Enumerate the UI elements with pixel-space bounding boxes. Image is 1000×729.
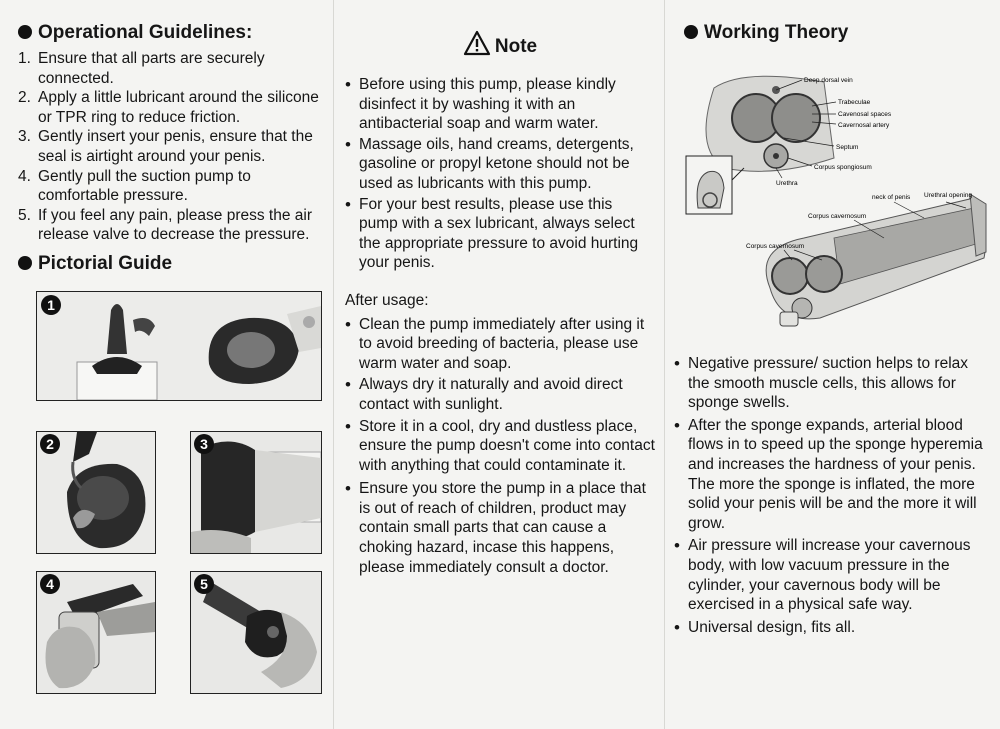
operational-step: 2. Apply a little lubricant around the silicone or TPR ring to reduce friction. bbox=[18, 89, 319, 126]
label-urethral-opening: Urethral opening bbox=[924, 192, 973, 199]
theory-item: • Negative pressure/ suction helps to relax the smooth muscle cells, this allows for sponge swells. bbox=[674, 354, 990, 413]
note-item: • Before using this pump, please kindly disinfect it by washing it with an antibacterial soap and warm water. bbox=[345, 75, 655, 134]
step-1-illustration bbox=[37, 292, 321, 400]
label-cavernosal-spaces: Cavenosal spaces bbox=[838, 111, 892, 118]
step-number-badge: 3 bbox=[194, 434, 214, 454]
heading-bullet-icon bbox=[684, 25, 698, 39]
heading-bullet-icon bbox=[18, 25, 32, 39]
note-item: • Massage oils, hand creams, detergents, gasoline or propyl ketone should not be used as lubricants with this pump. bbox=[345, 135, 655, 194]
pictorial-photo-5 bbox=[190, 571, 322, 694]
after-usage-list bbox=[345, 315, 655, 578]
note-item: • For your best results, please use this pump with a sex lubricant, always select the appropriate pressure to avoid hurting your penis. bbox=[345, 195, 655, 273]
warning-icon bbox=[463, 30, 491, 56]
operational-heading: Operational Guidelines: bbox=[18, 21, 328, 45]
label-trabeculae: Trabeculae bbox=[838, 99, 871, 106]
step-number-badge: 2 bbox=[40, 434, 60, 454]
anatomy-illustration bbox=[684, 68, 990, 340]
theory-item: • After the sponge expands, arterial blood flows in to speed up the sponge hyperemia and increases the hardness of your penis. The more the sponge is inflated, the more solid your penis will be and the more it will grow. bbox=[674, 416, 990, 534]
operational-step: 3. Gently insert your penis, ensure that the seal is airtight around your penis. bbox=[18, 128, 313, 165]
step-number-badge: 4 bbox=[40, 574, 60, 594]
label-deep-dorsal-vein: Deep dorsal vein bbox=[804, 77, 853, 84]
theory-item: • Air pressure will increase your cavernous body, with low vacuum pressure in the cylinder, your cavernous body will be exercised in a physical safe way. bbox=[674, 536, 990, 614]
pictorial-photo-4 bbox=[36, 571, 156, 694]
middle-panel bbox=[345, 0, 655, 577]
theory-list bbox=[674, 354, 990, 637]
left-panel bbox=[18, 0, 328, 276]
operational-step: 1. Ensure that all parts are securely connected. bbox=[18, 50, 265, 87]
label-corpus-spongiosum: Corpus spongiosum bbox=[814, 164, 872, 171]
note-list bbox=[345, 75, 655, 273]
operational-step: 4. Gently pull the suction pump to comfortable pressure. bbox=[18, 167, 251, 205]
after-usage-item: • Clean the pump immediately after using it to avoid breeding of bacteria, please use warm water and soap. bbox=[345, 315, 655, 374]
label-septum: Septum bbox=[836, 144, 859, 151]
theory-item: • Universal design, fits all. bbox=[674, 618, 990, 638]
after-usage-item: • Store it in a cool, dry and dustless place, ensure the pump doesn't come into contact with anything that could contaminate it. bbox=[345, 417, 655, 476]
operational-step: 5. If you feel any pain, please press the air release valve to decrease the pressure. bbox=[18, 206, 312, 244]
panel-fold-left bbox=[333, 0, 334, 729]
label-corpus-cavernosum-2: Corpus cavernosum bbox=[746, 243, 805, 250]
step-number-badge: 5 bbox=[194, 574, 214, 594]
note-heading: Note bbox=[345, 30, 655, 61]
pictorial-photo-2 bbox=[36, 431, 156, 554]
after-usage-heading: After usage: bbox=[345, 291, 429, 309]
after-usage-item: • Always dry it naturally and avoid direct contact with sunlight. bbox=[345, 375, 655, 414]
panel-fold-right bbox=[664, 0, 665, 729]
theory-text bbox=[674, 354, 990, 637]
label-corpus-cavernosum-1: Corpus cavernosum bbox=[808, 213, 867, 220]
pictorial-heading: Pictorial Guide bbox=[18, 252, 328, 276]
heading-bullet-icon bbox=[18, 256, 32, 270]
step-number-badge: 1 bbox=[41, 295, 61, 315]
after-usage-item: • Ensure you store the pump in a place that is out of reach of children, product may contain small parts that can cause a choking hazard, incase this happens, please immediately consult a doctor. bbox=[345, 479, 655, 577]
label-urethra: Urethra bbox=[776, 180, 798, 187]
operational-steps bbox=[18, 49, 328, 245]
label-cavernosal-artery: Cavernosal artery bbox=[838, 122, 890, 129]
right-panel bbox=[684, 0, 990, 45]
pictorial-photo-3 bbox=[190, 431, 322, 554]
pictorial-photo-1 bbox=[36, 291, 322, 401]
anatomy-diagram bbox=[684, 68, 990, 340]
label-neck-of-penis: neck of penis bbox=[872, 194, 911, 201]
working-theory-heading: Working Theory bbox=[684, 21, 990, 45]
